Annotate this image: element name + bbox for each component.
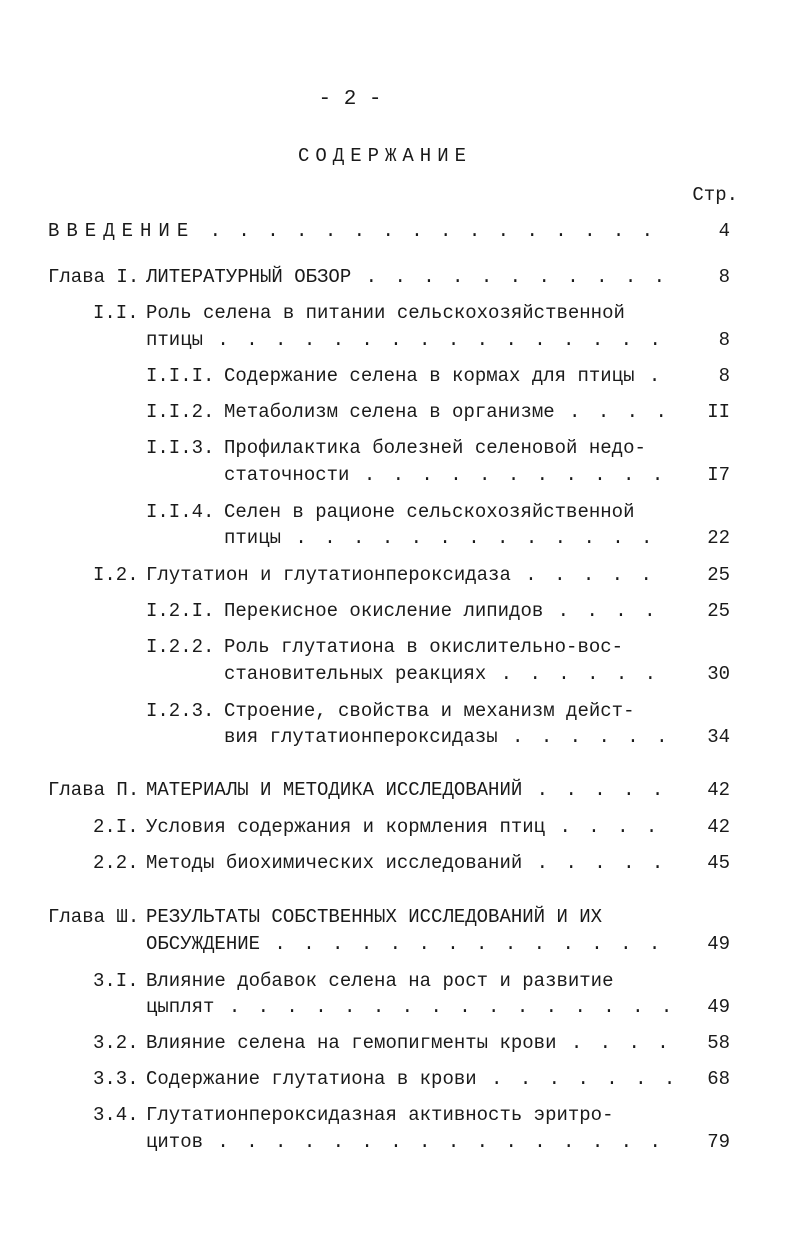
toc-entry-1-1-1[interactable] bbox=[146, 361, 730, 391]
toc-entry-1-1-3[interactable] bbox=[224, 460, 730, 490]
toc-entry-number: 3.I. bbox=[93, 970, 139, 992]
toc-entry-text: Содержание селена в кормах для птицы . . . bbox=[224, 361, 672, 391]
toc-entry-3-4-line1[interactable] bbox=[93, 1100, 730, 1130]
toc-entry-page: 49 bbox=[707, 996, 730, 1018]
toc-entry-page: II bbox=[707, 401, 730, 423]
toc-entry-text: Глутатион и глутатионпероксидаза . . . bbox=[146, 560, 672, 590]
toc-entry-chapter-3-line1[interactable] bbox=[48, 902, 730, 932]
toc-entry-number: I.2.2. bbox=[146, 636, 215, 658]
toc-entry-page: 42 bbox=[707, 779, 730, 801]
toc-entry-text: Селен в рационе сельскохозяйственной bbox=[224, 501, 635, 523]
toc-entry-number: I.I.I. bbox=[146, 365, 215, 387]
toc-entry-number: I.2.I. bbox=[146, 600, 215, 622]
toc-entry-2-2[interactable] bbox=[93, 848, 730, 878]
toc-entry-text: ОБСУЖДЕНИЕ . . . bbox=[146, 929, 672, 959]
toc-entry-text: становительных реакциях . . . bbox=[224, 659, 672, 689]
toc-entry-text: МАТЕРИАЛЫ И МЕТОДИКА ИССЛЕДОВАНИЙ . . . bbox=[146, 775, 672, 805]
toc-entry-number: Глава I. bbox=[48, 266, 140, 288]
toc-entry-3-4[interactable] bbox=[146, 1127, 730, 1157]
toc-entry-chapter-1[interactable] bbox=[48, 262, 730, 292]
toc-entry-page: 30 bbox=[707, 663, 730, 685]
toc-entry-number: 2.I. bbox=[93, 816, 139, 838]
toc-entry-page: 22 bbox=[707, 527, 730, 549]
toc-entry-text: птицы . . . bbox=[146, 325, 672, 355]
toc-entry-number: Глава П. bbox=[48, 779, 140, 801]
toc-entry-3-3[interactable] bbox=[93, 1064, 730, 1094]
toc-entry-text: РЕЗУЛЬТАТЫ СОБСТВЕННЫХ ИССЛЕДОВАНИЙ И ИХ bbox=[146, 906, 603, 928]
toc-entry-page: 25 bbox=[707, 600, 730, 622]
toc-entry-number: I.I.4. bbox=[146, 501, 215, 523]
toc-entry-number: 3.4. bbox=[93, 1104, 139, 1126]
toc-entry-number: Глава Ш. bbox=[48, 906, 140, 928]
toc-entry-text: Роль глутатиона в окислительно-вос- bbox=[224, 636, 624, 658]
toc-entry-chapter-3[interactable] bbox=[146, 929, 730, 959]
toc-entry-page: 42 bbox=[707, 816, 730, 838]
toc-entry-page: 79 bbox=[707, 1131, 730, 1153]
toc-entry-number: 3.3. bbox=[93, 1068, 139, 1090]
toc-entry-page: 25 bbox=[707, 564, 730, 586]
toc-entry-text: птицы . . . bbox=[224, 523, 672, 553]
toc-entry-1-2-3[interactable] bbox=[224, 722, 730, 752]
toc-entry-introduction[interactable] bbox=[48, 216, 730, 246]
toc-entry-text: ЛИТЕРАТУРНЫЙ ОБЗОР . . . bbox=[146, 262, 672, 292]
toc-entry-page: I7 bbox=[707, 464, 730, 486]
toc-entry-1-1-4[interactable] bbox=[224, 523, 730, 553]
toc-entry-page: 68 bbox=[707, 1068, 730, 1090]
toc-entry-1-2-1[interactable] bbox=[146, 596, 730, 626]
page-column-label: Стр. bbox=[692, 184, 738, 206]
toc-entry-2-1[interactable] bbox=[93, 812, 730, 842]
toc-entry-number: I.I.3. bbox=[146, 437, 215, 459]
toc-entry-1-2-2-line1[interactable] bbox=[146, 632, 730, 662]
toc-entry-text: ВВЕДЕНИЕ . . . bbox=[48, 216, 672, 246]
toc-entry-3-2[interactable] bbox=[93, 1028, 730, 1058]
toc-entry-text: цыплят . . . bbox=[146, 992, 672, 1022]
toc-entry-number: I.2.3. bbox=[146, 700, 215, 722]
toc-entry-page: 8 bbox=[718, 329, 730, 351]
toc-entry-text: статочности . . . bbox=[224, 460, 672, 490]
toc-entry-text: вия глутатионпероксидазы . . . bbox=[224, 722, 672, 752]
toc-entry-text: Строение, свойства и механизм дейст- bbox=[224, 700, 635, 722]
toc-entry-number: I.I.2. bbox=[146, 401, 215, 423]
toc-entry-1-1-3-line1[interactable] bbox=[146, 433, 730, 463]
toc-entry-text: Роль селена в питании сельскохозяйственной bbox=[146, 302, 625, 324]
toc-entry-text: Условия содержания и кормления птиц . . . bbox=[146, 812, 672, 842]
toc-entry-page: 8 bbox=[718, 266, 730, 288]
toc-entry-chapter-2[interactable] bbox=[48, 775, 730, 805]
toc-entry-text: Перекисное окисление липидов . . . bbox=[224, 596, 672, 626]
toc-entry-text: Методы биохимических исследований . . . bbox=[146, 848, 672, 878]
toc-entry-1-2-2[interactable] bbox=[224, 659, 730, 689]
toc-title: СОДЕРЖАНИЕ bbox=[297, 145, 473, 167]
toc-entry-text: Профилактика болезней селеновой недо- bbox=[224, 437, 646, 459]
toc-entry-3-1[interactable] bbox=[146, 992, 730, 1022]
toc-entry-1-2[interactable] bbox=[93, 560, 730, 590]
toc-entry-number: I.I. bbox=[93, 302, 139, 324]
toc-entry-text: Влияние селена на гемопигменты крови . . . bbox=[146, 1028, 672, 1058]
toc-entry-number: 3.2. bbox=[93, 1032, 139, 1054]
toc-entry-text: Содержание глутатиона в крови . . . bbox=[146, 1064, 672, 1094]
toc-entry-page: 45 bbox=[707, 852, 730, 874]
toc-entry-page: 58 bbox=[707, 1032, 730, 1054]
page-number: - 2 - bbox=[318, 88, 382, 111]
toc-entry-text: Глутатионпероксидазная активность эритро- bbox=[146, 1104, 614, 1126]
toc-entry-page: 8 bbox=[718, 365, 730, 387]
toc-entry-number: I.2. bbox=[93, 564, 139, 586]
toc-entry-page: 34 bbox=[707, 726, 730, 748]
toc-entry-page: 49 bbox=[707, 933, 730, 955]
toc-entry-text: цитов . . . bbox=[146, 1127, 672, 1157]
toc-entry-1-1-line1[interactable] bbox=[93, 298, 730, 328]
toc-entry-text: Влияние добавок селена на рост и развитие bbox=[146, 970, 614, 992]
toc-entry-1-1-2[interactable] bbox=[146, 397, 730, 427]
toc-entry-page: 4 bbox=[718, 220, 730, 242]
toc-entry-1-1[interactable] bbox=[146, 325, 730, 355]
toc-entry-number: 2.2. bbox=[93, 852, 139, 874]
toc-entry-text: Метаболизм селена в организме . . . bbox=[224, 397, 672, 427]
